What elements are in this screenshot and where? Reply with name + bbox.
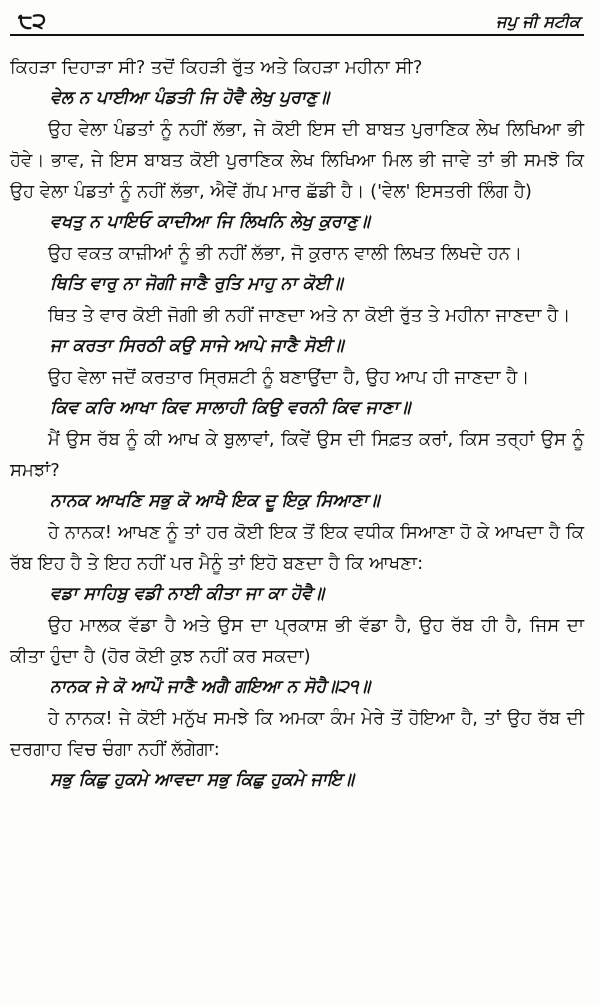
verse-line: ਵਡਾ ਸਾਹਿਬੁ ਵਡੀ ਨਾਈ ਕੀਤਾ ਜਾ ਕਾ ਹੋਵੈ॥ xyxy=(50,584,324,604)
commentary-paragraph: ਉਹ ਮਾਲਕ ਵੱਡਾ ਹੈ ਅਤੇ ਉਸ ਦਾ ਪ੍ਰਕਾਸ਼ ਭੀ ਵੱਡਾ ਹੈ, ਉਹ ਰੱਬ ਹੀ ਹੈ, ਜਿਸ ਦਾ ਕੀਤਾ ਹੁੰਦਾ ਹੈ (ਹੋਰ ਕੋਈ ਕੁਝ ਨਹੀਂ ਕਰ ਸਕਦਾ) xyxy=(10,615,584,667)
commentary-paragraph: ਉਹ ਵਕਤ ਕਾਜ਼ੀਆਂ ਨੂੰ ਭੀ ਨਹੀਂ ਲੱਭਾ, ਜੋ ਕੁਰਾਨ ਵਾਲੀ ਲਿਖਤ ਲਿਖਦੇ ਹਨ। xyxy=(48,243,523,264)
text-line: ਕਿਹੜਾ ਦਿਹਾੜਾ ਸੀ? ਤਦੋਂ ਕਿਹੜੀ ਰੁੱਤ ਅਤੇ ਕਿਹੜਾ ਮਹੀਨਾ ਸੀ? xyxy=(10,57,423,78)
verse-line: ਕਿਵ ਕਰਿ ਆਖਾ ਕਿਵ ਸਾਲਾਹੀ ਕਿਉ ਵਰਨੀ ਕਿਵ ਜਾਣਾ॥ xyxy=(50,398,411,418)
verse-line: ਜਾ ਕਰਤਾ ਸਿਰਠੀ ਕਉ ਸਾਜੇ ਆਪੇ ਜਾਣੈ ਸੋਈ॥ xyxy=(50,336,344,356)
page-number: ੮੨ xyxy=(18,9,47,34)
verse-line: ਵਖਤੁ ਨ ਪਾਇਓ ਕਾਦੀਆ ਜਿ ਲਿਖਨਿ ਲੇਖੁ ਕੁਰਾਣੁ॥ xyxy=(50,212,370,232)
commentary-paragraph: ਥਿਤ ਤੇ ਵਾਰ ਕੋਈ ਜੋਗੀ ਭੀ ਨਹੀਂ ਜਾਣਦਾ ਅਤੇ ਨਾ ਕੋਈ ਰੁੱਤ ਤੇ ਮਹੀਨਾ ਜਾਣਦਾ ਹੈ। xyxy=(48,305,571,326)
verse-line: ਥਿਤਿ ਵਾਰੁ ਨਾ ਜੋਗੀ ਜਾਣੈ ਰੁਤਿ ਮਾਹੁ ਨਾ ਕੋਈ॥ xyxy=(50,274,343,294)
page-body xyxy=(10,36,584,796)
running-title: ਜਪੁ ਜੀ ਸਟੀਕ xyxy=(496,12,580,31)
verse-line: ਨਾਨਕ ਜੇ ਕੋ ਆਪੌ ਜਾਣੈ ਅਗੈ ਗਇਆ ਨ ਸੋਹੈ॥੨੧॥ xyxy=(50,677,371,697)
commentary-paragraph: ਹੇ ਨਾਨਕ! ਆਖਣ ਨੂੰ ਤਾਂ ਹਰ ਕੋਈ ਇਕ ਤੋਂ ਇਕ ਵਧੀਕ ਸਿਆਣਾ ਹੋ ਕੇ ਆਖਦਾ ਹੈ ਕਿ ਰੱਬ ਇਹ ਹੈ ਤੇ ਇਹ ਨਹੀਂ ਪਰ ਮੈਨੂੰ ਤਾਂ ਇਹੋ ਬਣਦਾ ਹੈ ਕਿ ਆਖਣਾ: xyxy=(10,522,584,574)
verse-line: ਵੇਲ ਨ ਪਾਈਆ ਪੰਡਤੀ ਜਿ ਹੋਵੈ ਲੇਖੁ ਪੁਰਾਣੁ॥ xyxy=(50,88,330,108)
commentary-paragraph: ਉਹ ਵੇਲਾ ਪੰਡਤਾਂ ਨੂੰ ਨਹੀਂ ਲੱਭਾ, ਜੇ ਕੋਈ ਇਸ ਦੀ ਬਾਬਤ ਪੁਰਾਣਿਕ ਲੇਖ ਲਿਖਿਆ ਭੀ ਹੋਵੇ। ਭਾਵ, ਜੇ ਇਸ ਬਾਬਤ ਕੋਈ ਪੁਰਾਣਿਕ ਲੇਖ ਲਿਖਿਆ ਮਿਲ ਭੀ ਜਾਵੇ ਤਾਂ ਭੀ ਸਮਝੋ ਕਿ ਉਹ ਵੇਲਾ ਪੰਡਤਾਂ ਨੂੰ ਨਹੀਂ ਲੱਭਾ, ਐਵੇਂ ਗੱਪ ਮਾਰ ਛੱਡੀ ਹੈ। ('ਵੇਲ' ਇਸਤਰੀ ਲਿੰਗ ਹੈ) xyxy=(10,119,584,202)
commentary-paragraph: ਹੇ ਨਾਨਕ! ਜੇ ਕੋਈ ਮਨੁੱਖ ਸਮਝੇ ਕਿ ਅਮਕਾ ਕੰਮ ਮੇਰੇ ਤੋਂ ਹੋਇਆ ਹੈ, ਤਾਂ ਉਹ ਰੱਬ ਦੀ ਦਰਗਾਹ ਵਿਚ ਚੰਗਾ ਨਹੀਂ ਲੱਗੇਗਾ: xyxy=(10,708,584,760)
verse-line: ਨਾਨਕ ਆਖਣਿ ਸਭੁ ਕੋ ਆਖੈ ਇਕ ਦੂ ਇਕੁ ਸਿਆਣਾ॥ xyxy=(50,491,380,511)
commentary-paragraph: ਉਹ ਵੇਲਾ ਜਦੋਂ ਕਰਤਾਰ ਸ੍ਰਿਸ਼ਟੀ ਨੂੰ ਬਣਾਉਂਦਾ ਹੈ, ਉਹ ਆਪ ਹੀ ਜਾਣਦਾ ਹੈ। xyxy=(48,367,530,388)
verse-line: ਸਭੁ ਕਿਛੁ ਹੁਕਮੇ ਆਵਦਾ ਸਭੁ ਕਿਛੁ ਹੁਕਮੇ ਜਾਇ॥ xyxy=(50,770,354,790)
commentary-paragraph: ਮੈਂ ਉਸ ਰੱਬ ਨੂੰ ਕੀ ਆਖ ਕੇ ਬੁਲਾਵਾਂ, ਕਿਵੇਂ ਉਸ ਦੀ ਸਿਫ਼ਤ ਕਰਾਂ, ਕਿਸ ਤਰ੍ਹਾਂ ਉਸ ਨੂੰ ਸਮਝਾਂ? xyxy=(10,429,584,481)
page-header xyxy=(10,0,584,36)
